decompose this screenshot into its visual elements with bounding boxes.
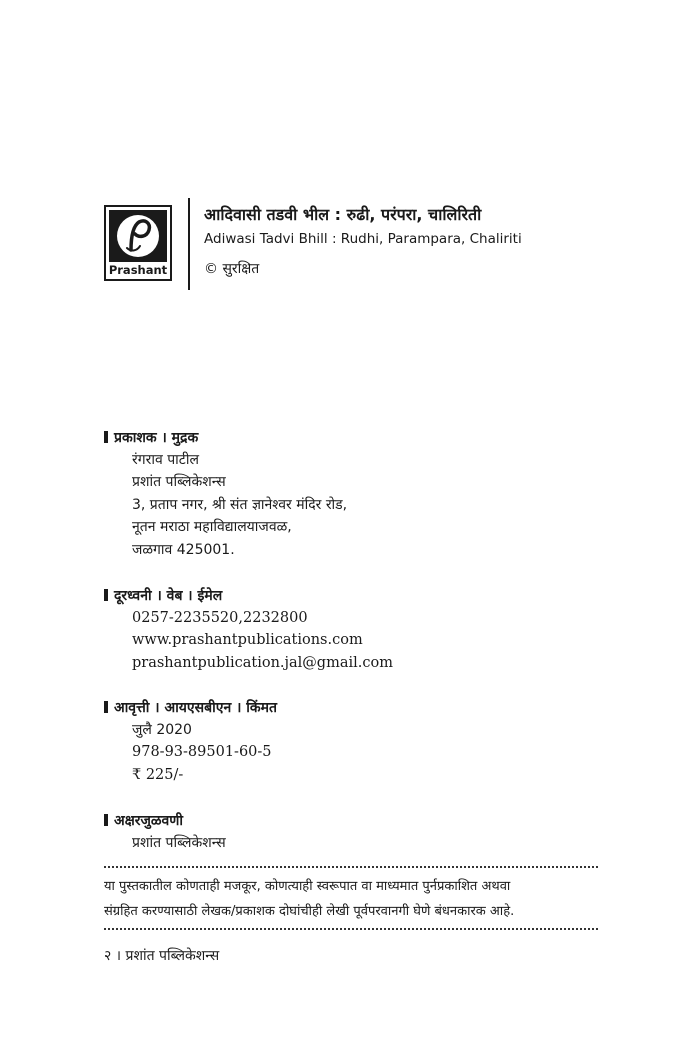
- book-title-marathi: आदिवासी तडवी भील : रुढी, परंपरा, चालिरिती: [204, 205, 482, 224]
- publisher-company: प्रशांत पब्लिकेशन्स: [132, 474, 226, 491]
- copyright-notice: © सुरक्षित: [204, 261, 260, 277]
- contact-section: [104, 585, 393, 674]
- address-line: जळगाव 425001.: [132, 541, 235, 558]
- logo-emblem: [109, 210, 167, 262]
- notice-line: या पुस्तकातील कोणताही मजकूर, कोणत्याही स्वरूपात वा माध्यमात पुर्नप्रकाशित अथवा: [104, 879, 511, 894]
- phone-number: 0257-2235520,2232800: [132, 610, 308, 626]
- page-footer: २ । प्रशांत पब्लिकेशन्स: [104, 948, 220, 964]
- divider-vertical: [188, 198, 190, 290]
- dotted-rule-top: [104, 866, 598, 868]
- section-heading: आवृत्ती । आयएसबीएन । किंमत: [104, 697, 277, 719]
- edition-section: [104, 697, 277, 786]
- logo-p-icon: [109, 210, 167, 262]
- section-heading: प्रकाशक । मुद्रक: [104, 427, 347, 449]
- price: ₹ 225/-: [132, 766, 184, 783]
- publisher-section: [104, 427, 347, 561]
- website-url: www.prashantpublications.com: [132, 632, 363, 649]
- email-address: prashantpublication.jal@gmail.com: [132, 654, 393, 671]
- section-heading: अक्षरजुळवणी: [104, 810, 226, 832]
- address-line: नूतन मराठा महाविद्यालयाजवळ,: [132, 519, 292, 536]
- dotted-rule-bottom: [104, 928, 598, 930]
- typesetter-name: प्रशांत पब्लिकेशन्स: [132, 835, 226, 851]
- rights-notice: [104, 874, 598, 924]
- isbn: 978-93-89501-60-5: [132, 744, 272, 761]
- book-title-english: Adiwasi Tadvi Bhill : Rudhi, Parampara, Chaliriti: [204, 231, 522, 247]
- publisher-name: रंगराव पाटील: [132, 452, 199, 468]
- publisher-logo: [104, 205, 172, 281]
- section-heading: दूरध्वनी । वेब । ईमेल: [104, 585, 393, 607]
- address-line: 3, प्रताप नगर, श्री संत ज्ञानेश्वर मंदिर रोड,: [132, 496, 348, 513]
- notice-line: संग्रहित करण्यासाठी लेखक/प्रकाशक दोघांचीही लेखी पूर्वपरवानगी घेणे बंधनकारक आहे.: [104, 904, 515, 919]
- typesetting-section: [104, 810, 226, 854]
- edition-date: जुलै 2020: [132, 722, 192, 738]
- logo-brand-text: Prashant: [108, 263, 168, 277]
